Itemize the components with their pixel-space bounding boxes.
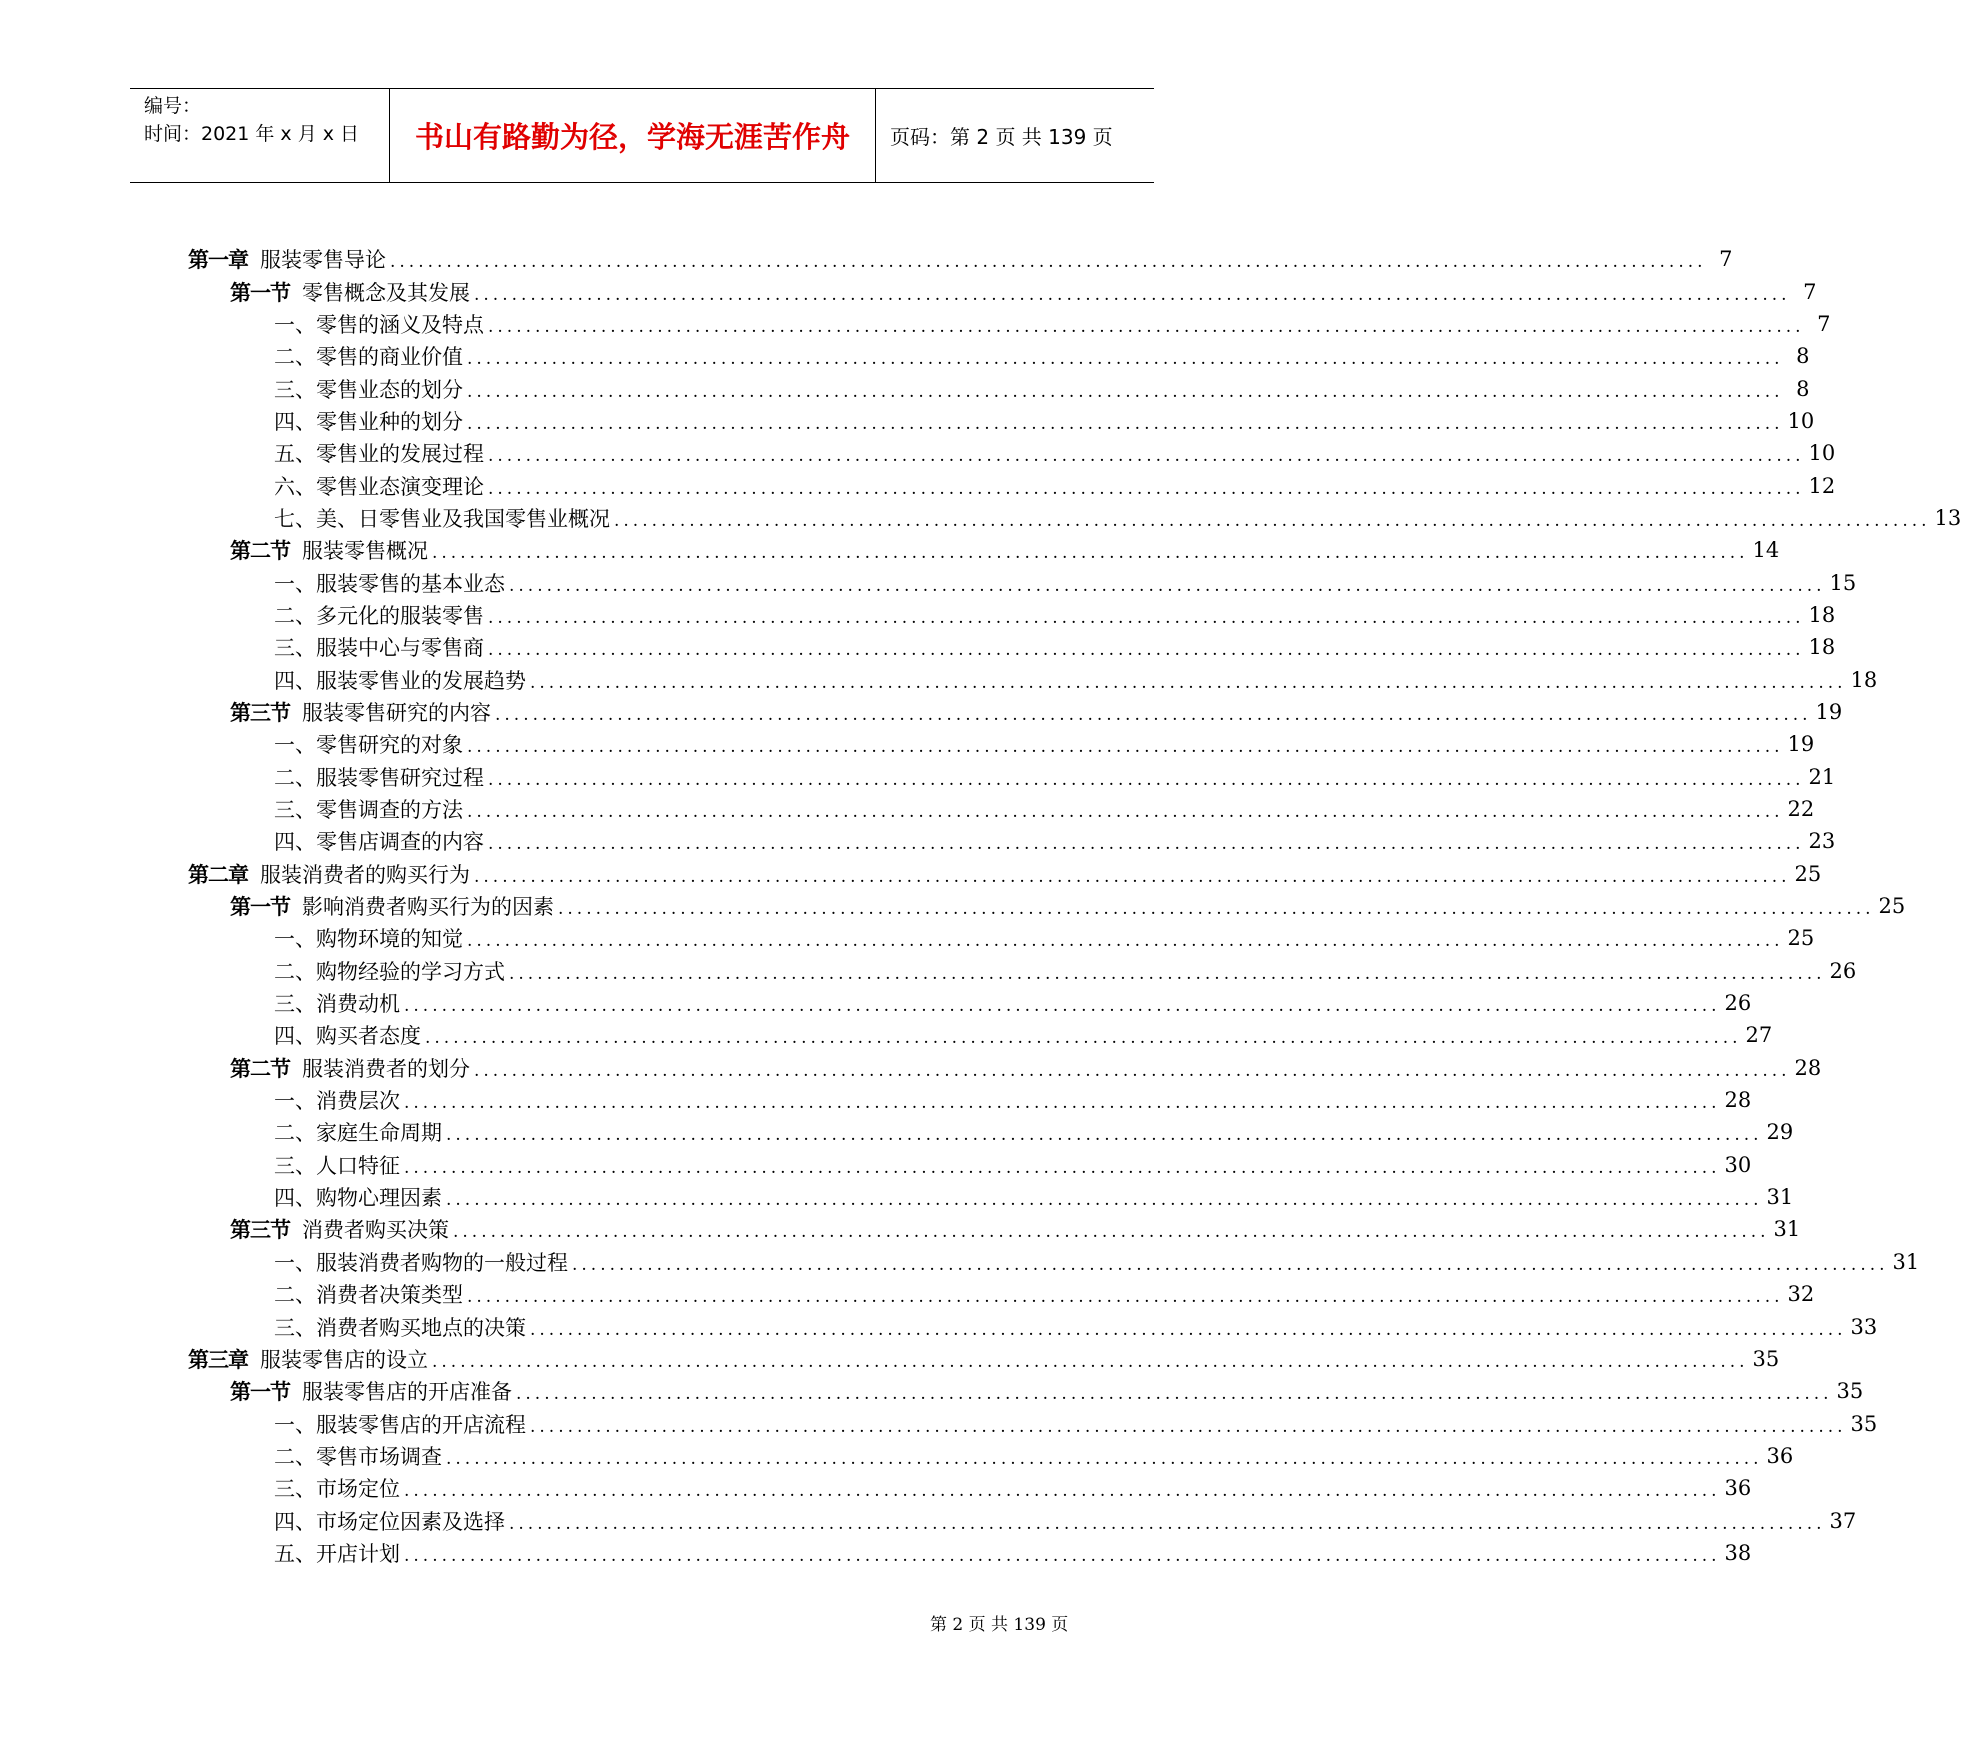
page-header [130, 88, 1154, 183]
toc-entry[interactable] [188, 858, 1822, 890]
toc-entry-page: 36 [1766, 1443, 1794, 1468]
toc-entry[interactable] [188, 372, 1810, 404]
toc-entry-page: 8 [1796, 344, 1810, 369]
toc-entry-title: 零售市场调查 [316, 1444, 442, 1469]
toc-entry-page: 18 [1808, 602, 1836, 627]
toc-leader-dots: ............................................................................................................................................ [467, 737, 1784, 758]
toc-entry[interactable] [188, 663, 1878, 695]
toc-entry[interactable] [188, 1181, 1794, 1213]
toc-entry-label: 七、 [274, 506, 316, 531]
toc-entry[interactable] [188, 1246, 1920, 1278]
toc-entry-label: 三、 [274, 1315, 316, 1340]
toc-entry-page: 35 [1850, 1411, 1878, 1436]
toc-entry-label: 五、 [274, 442, 316, 467]
toc-leader-dots: ............................................................................................................................................ [530, 1319, 1847, 1340]
time-label: 时间：2021 年 x 月 x 日 [144, 123, 360, 145]
toc-entry-title: 市场定位 [316, 1477, 400, 1502]
toc-entry-label: 第三节 [230, 699, 290, 725]
toc-entry-label: 一、 [274, 571, 316, 596]
toc-entry-title: 家庭生命周期 [316, 1121, 442, 1146]
toc-entry[interactable] [188, 825, 1836, 857]
toc-entry-title: 零售业态的划分 [316, 377, 463, 402]
toc-entry-page: 13 [1934, 505, 1961, 530]
toc-leader-dots: ............................................................................................................................................ [467, 931, 1784, 952]
toc-leader-dots: ............................................................................................................................................ [530, 1416, 1847, 1437]
toc-entry-title: 消费者购买地点的决策 [316, 1315, 526, 1340]
header-motto: 书山有路勤为径，学海无涯苦作舟 [390, 89, 876, 182]
toc-leader-dots: ............................................................................................................................................ [390, 252, 1707, 273]
toc-entry[interactable] [188, 1504, 1857, 1536]
toc-entry-page: 18 [1850, 667, 1878, 692]
toc-entry-title: 开店计划 [316, 1541, 400, 1566]
toc-leader-dots: ............................................................................................................................................ [467, 1287, 1784, 1308]
toc-entry-page: 19 [1787, 732, 1815, 757]
toc-entry-title: 服装零售店的设立 [260, 1347, 428, 1372]
number-label: 编号： [144, 95, 202, 117]
toc-entry-title: 服装零售研究的内容 [302, 700, 491, 725]
toc-entry-title: 美、日零售业及我国零售业概况 [316, 506, 610, 531]
toc-entry-label: 第一节 [230, 1379, 290, 1405]
toc-entry[interactable] [188, 1149, 1752, 1181]
toc-entry-label: 一、 [274, 927, 316, 952]
toc-entry[interactable] [188, 1343, 1780, 1375]
toc-entry-page: 10 [1787, 408, 1815, 433]
toc-entry-page: 7 [1817, 311, 1831, 336]
toc-leader-dots: ............................................................................................................................................ [474, 866, 1791, 887]
toc-entry-page: 31 [1773, 1217, 1801, 1242]
toc-entry[interactable] [188, 761, 1836, 793]
toc-entry-label: 四、 [274, 1186, 316, 1211]
toc-entry-title: 服装零售的基本业态 [316, 571, 505, 596]
toc-entry-title: 人口特征 [316, 1153, 400, 1178]
toc-entry-label: 一、 [274, 733, 316, 758]
toc-entry[interactable] [188, 1213, 1801, 1245]
header-page-info: 页码：第 2 页 共 139 页 [890, 125, 1113, 149]
toc-entry-label: 第二章 [188, 861, 248, 887]
toc-entry-label: 二、 [274, 1121, 316, 1146]
toc-entry-title: 零售的涵义及特点 [316, 312, 484, 337]
toc-entry-title: 市场定位因素及选择 [316, 1509, 505, 1534]
toc-leader-dots: ............................................................................................................................................ [509, 1513, 1826, 1534]
toc-entry-label: 第一章 [188, 247, 248, 273]
toc-entry-label: 三、 [274, 377, 316, 402]
page-footer: 第 2 页 共 139 页 [930, 1615, 1069, 1635]
toc-entry[interactable] [188, 696, 1843, 728]
toc-entry-page: 12 [1808, 473, 1836, 498]
toc-entry-page: 25 [1794, 861, 1822, 886]
toc-leader-dots: ............................................................................................................................................ [432, 1351, 1749, 1372]
toc-entry[interactable] [188, 1472, 1752, 1504]
toc-entry-label: 三、 [274, 1153, 316, 1178]
toc-entry-page: 7 [1719, 247, 1733, 272]
toc-entry-title: 购物经验的学习方式 [316, 959, 505, 984]
toc-entry-label: 一、 [274, 312, 316, 337]
toc-entry-label: 二、 [274, 345, 316, 370]
toc-entry-title: 消费者决策类型 [316, 1283, 463, 1308]
toc-leader-dots: ............................................................................................................................................ [488, 478, 1805, 499]
toc-entry[interactable] [188, 437, 1836, 469]
toc-leader-dots: ............................................................................................................................................ [572, 1254, 1889, 1275]
toc-entry[interactable] [188, 308, 1831, 340]
toc-entry-page: 36 [1724, 1476, 1752, 1501]
toc-entry[interactable] [188, 534, 1780, 566]
toc-leader-dots: ............................................................................................................................................ [495, 704, 1812, 725]
toc-entry-page: 33 [1850, 1314, 1878, 1339]
toc-entry-page: 10 [1808, 441, 1836, 466]
toc-entry-label: 第三章 [188, 1346, 248, 1372]
toc-entry[interactable] [188, 405, 1815, 437]
toc-entry-label: 六、 [274, 474, 316, 499]
toc-leader-dots: ............................................................................................................................................ [446, 1448, 1763, 1469]
toc-entry-label: 二、 [274, 1444, 316, 1469]
toc-entry-title: 服装中心与零售商 [316, 636, 484, 661]
toc-entry-title: 服装零售业的发展趋势 [316, 668, 526, 693]
toc-entry[interactable] [188, 1310, 1878, 1342]
toc-entry-page: 31 [1892, 1249, 1920, 1274]
toc-entry-page: 32 [1787, 1282, 1815, 1307]
toc-entry-title: 零售业的发展过程 [316, 442, 484, 467]
toc-entry-label: 三、 [274, 636, 316, 661]
toc-entry-title: 服装零售研究过程 [316, 765, 484, 790]
toc-entry-label: 第二节 [230, 538, 290, 564]
toc-entry[interactable] [188, 469, 1836, 501]
toc-entry-page: 7 [1803, 279, 1817, 304]
toc-entry-page: 23 [1808, 829, 1836, 854]
toc-leader-dots: ............................................................................................................................................ [558, 899, 1875, 920]
toc-entry[interactable] [188, 340, 1810, 372]
toc-leader-dots: ............................................................................................................................................ [467, 349, 1784, 370]
toc-entry[interactable] [188, 728, 1815, 760]
toc-entry-label: 第一节 [230, 279, 290, 305]
toc-entry-title: 购买者态度 [316, 1024, 421, 1049]
toc-entry-label: 四、 [274, 1509, 316, 1534]
toc-leader-dots: ............................................................................................................................................ [404, 1093, 1721, 1114]
toc-entry[interactable] [188, 922, 1815, 954]
toc-leader-dots: ............................................................................................................................................ [467, 413, 1784, 434]
toc-entry[interactable] [188, 1278, 1815, 1310]
toc-entry-label: 二、 [274, 603, 316, 628]
toc-leader-dots: ............................................................................................................................................ [488, 834, 1805, 855]
toc-entry-page: 21 [1808, 764, 1836, 789]
toc-entry-title: 服装零售导论 [260, 248, 386, 273]
toc-entry-label: 四、 [274, 830, 316, 855]
toc-entry-page: 28 [1724, 1088, 1752, 1113]
toc-leader-dots: ............................................................................................................................................ [432, 543, 1749, 564]
toc-entry-page: 29 [1766, 1120, 1794, 1145]
toc-entry-label: 二、 [274, 1283, 316, 1308]
toc-entry-title: 零售业种的划分 [316, 409, 463, 434]
toc-leader-dots: ............................................................................................................................................ [614, 510, 1931, 531]
toc-leader-dots: ............................................................................................................................................ [530, 672, 1847, 693]
toc-entry-title: 服装消费者购物的一般过程 [316, 1250, 568, 1275]
toc-leader-dots: ............................................................................................................................................ [453, 1222, 1770, 1243]
toc-entry[interactable] [188, 275, 1817, 307]
toc-entry-title: 购物心理因素 [316, 1186, 442, 1211]
toc-entry-page: 30 [1724, 1152, 1752, 1177]
toc-leader-dots: ............................................................................................................................................ [488, 446, 1805, 467]
toc-entry-title: 影响消费者购买行为的因素 [302, 895, 554, 920]
toc-entry-title: 服装消费者的划分 [302, 1056, 470, 1081]
toc-entry-page: 38 [1724, 1540, 1752, 1565]
toc-leader-dots: ............................................................................................................................................ [509, 575, 1826, 596]
toc-leader-dots: ............................................................................................................................................ [404, 996, 1721, 1017]
toc-entry[interactable] [188, 1407, 1878, 1439]
toc-entry-page: 25 [1787, 926, 1815, 951]
toc-entry-title: 消费者购买决策 [302, 1218, 449, 1243]
toc-entry-page: 22 [1787, 797, 1815, 822]
toc-leader-dots: ............................................................................................................................................ [467, 381, 1784, 402]
toc-entry-page: 19 [1815, 699, 1843, 724]
toc-entry-page: 35 [1752, 1346, 1780, 1371]
toc-entry-label: 三、 [274, 992, 316, 1017]
toc-entry-title: 零售调查的方法 [316, 798, 463, 823]
toc-entry-title: 零售研究的对象 [316, 733, 463, 758]
toc-entry[interactable] [188, 599, 1836, 631]
toc-leader-dots: ............................................................................................................................................ [474, 284, 1791, 305]
toc-entry-label: 四、 [274, 409, 316, 434]
toc-entry-page: 35 [1836, 1379, 1864, 1404]
toc-entry[interactable] [188, 1537, 1752, 1569]
header-meta [130, 89, 390, 182]
toc-leader-dots: ............................................................................................................................................ [446, 1190, 1763, 1211]
toc-entry-label: 四、 [274, 1024, 316, 1049]
toc-leader-dots: ............................................................................................................................................ [467, 802, 1784, 823]
toc-entry-title: 零售概念及其发展 [302, 280, 470, 305]
toc-leader-dots: ............................................................................................................................................ [488, 769, 1805, 790]
toc-entry-page: 31 [1766, 1185, 1794, 1210]
toc-leader-dots: ............................................................................................................................................ [404, 1545, 1721, 1566]
toc-entry-title: 零售店调查的内容 [316, 830, 484, 855]
toc-entry-label: 一、 [274, 1250, 316, 1275]
toc-entry-page: 27 [1745, 1023, 1773, 1048]
toc-entry-page: 26 [1724, 991, 1752, 1016]
toc-entry-label: 一、 [274, 1412, 316, 1437]
toc-entry-label: 第三节 [230, 1217, 290, 1243]
toc-entry[interactable] [188, 1084, 1752, 1116]
toc-entry-page: 18 [1808, 635, 1836, 660]
toc-leader-dots: ............................................................................................................................................ [446, 1125, 1763, 1146]
toc-entry[interactable] [188, 502, 1961, 534]
toc-entry-title: 零售业态演变理论 [316, 474, 484, 499]
toc-entry-page: 25 [1878, 894, 1906, 919]
toc-entry[interactable] [188, 890, 1906, 922]
toc-leader-dots: ............................................................................................................................................ [404, 1157, 1721, 1178]
toc-entry[interactable] [188, 1019, 1773, 1051]
toc-entry-page: 37 [1829, 1508, 1857, 1533]
table-of-contents [188, 243, 1961, 1569]
toc-entry-title: 服装零售店的开店准备 [302, 1380, 512, 1405]
toc-entry-label: 一、 [274, 1089, 316, 1114]
toc-entry-title: 服装零售店的开店流程 [316, 1412, 526, 1437]
toc-entry-label: 第二节 [230, 1055, 290, 1081]
toc-leader-dots: ............................................................................................................................................ [509, 963, 1826, 984]
toc-entry-page: 8 [1796, 376, 1810, 401]
toc-leader-dots: ............................................................................................................................................ [404, 1481, 1721, 1502]
toc-leader-dots: ............................................................................................................................................ [474, 1060, 1791, 1081]
toc-entry[interactable] [188, 566, 1857, 598]
toc-entry-page: 15 [1829, 570, 1857, 595]
toc-entry-page: 28 [1794, 1055, 1822, 1080]
toc-entry-page: 26 [1829, 958, 1857, 983]
toc-entry-label: 五、 [274, 1541, 316, 1566]
toc-entry-label: 二、 [274, 959, 316, 984]
toc-entry[interactable] [188, 1052, 1822, 1084]
toc-entry-title: 服装零售概况 [302, 539, 428, 564]
toc-entry-title: 消费层次 [316, 1089, 400, 1114]
toc-entry-page: 14 [1752, 538, 1780, 563]
toc-entry-title: 购物环境的知觉 [316, 927, 463, 952]
toc-leader-dots: ............................................................................................................................................ [488, 316, 1805, 337]
toc-entry-label: 三、 [274, 1477, 316, 1502]
toc-entry-title: 零售的商业价值 [316, 345, 463, 370]
toc-leader-dots: ............................................................................................................................................ [516, 1384, 1833, 1405]
toc-entry-label: 三、 [274, 798, 316, 823]
toc-leader-dots: ............................................................................................................................................ [425, 1028, 1742, 1049]
toc-entry-title: 消费动机 [316, 992, 400, 1017]
toc-entry[interactable] [188, 987, 1752, 1019]
toc-entry[interactable] [188, 1440, 1794, 1472]
toc-entry-title: 服装消费者的购买行为 [260, 862, 470, 887]
toc-entry[interactable] [188, 1116, 1794, 1148]
toc-entry-label: 二、 [274, 765, 316, 790]
toc-entry-title: 多元化的服装零售 [316, 603, 484, 628]
toc-leader-dots: ............................................................................................................................................ [488, 607, 1805, 628]
toc-entry[interactable] [188, 243, 1733, 275]
toc-entry-label: 四、 [274, 668, 316, 693]
toc-leader-dots: ............................................................................................................................................ [488, 640, 1805, 661]
toc-entry[interactable] [188, 793, 1815, 825]
toc-entry[interactable] [188, 955, 1857, 987]
toc-entry[interactable] [188, 1375, 1864, 1407]
toc-entry-label: 第一节 [230, 894, 290, 920]
toc-entry[interactable] [188, 631, 1836, 663]
